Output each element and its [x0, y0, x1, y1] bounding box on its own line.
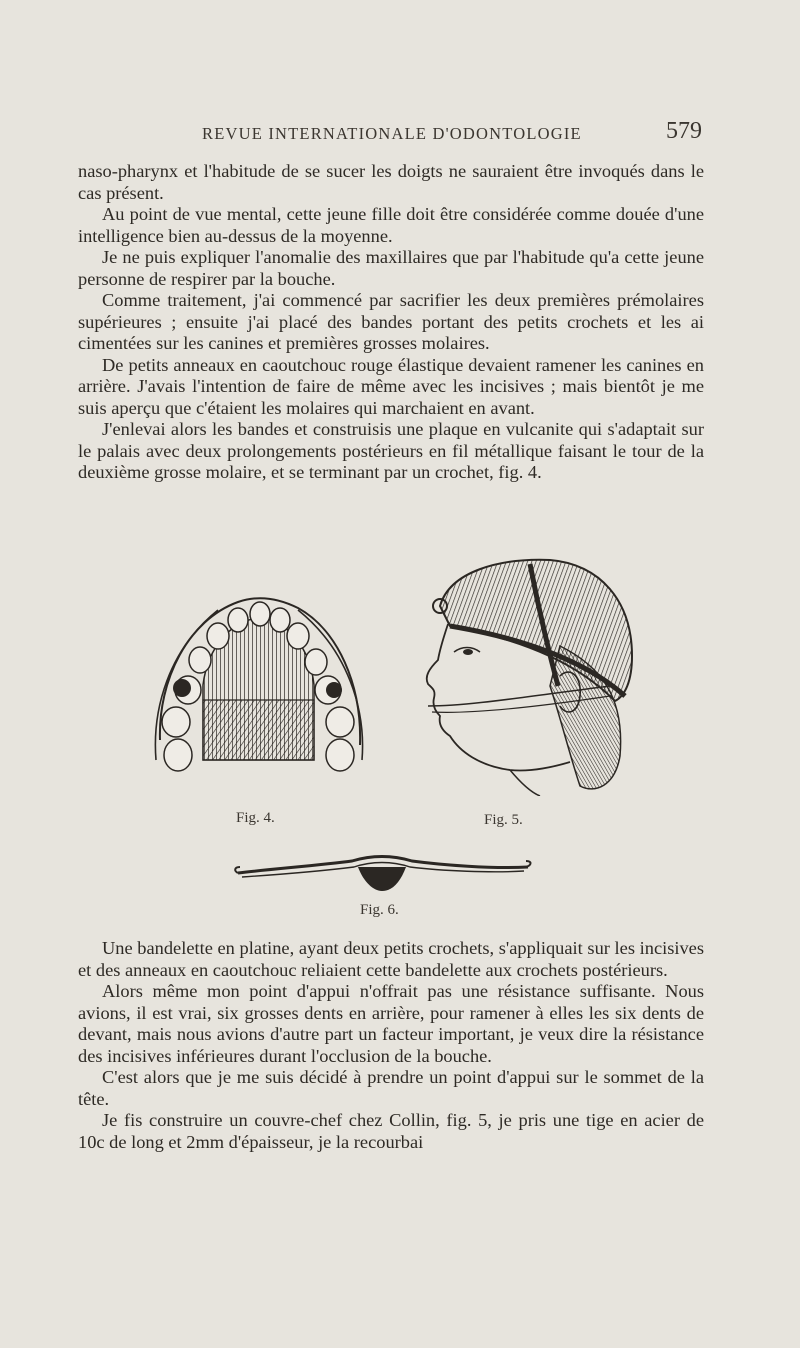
paragraph: Alors même mon point d'appui n'offrait pas une résistance suffisante. Nous avions, il est vrai, six grosses dents en arrière, pour ramener à elles les six dents de devant, mais nous avions d'autre part un facteur important, je veux dire la résistance des incisives inférieures durant l'occlusion de la bouche. — [78, 981, 704, 1066]
paragraph: Une bandelette en platine, ayant deux petits crochets, s'appliquait sur les incisives et des anneaux en caoutchouc reliaient cette bandelette aux crochets postérieurs. — [78, 938, 704, 980]
figure-4-jaw-illustration — [148, 590, 370, 790]
figure-6-caption: Fig. 6. — [360, 902, 399, 918]
band-drawing — [232, 845, 532, 895]
paragraph: J'enlevai alors les bandes et construisis une plaque en vulcanite qui s'adaptait sur le palais avec deux prolongements postérieurs en fil métallique faisant le tour de la deuxième grosse molaire, et se terminant par un crochet, fig. 4. — [78, 419, 704, 482]
jaw-drawing — [148, 590, 370, 790]
paragraph: Je ne puis expliquer l'anomalie des maxillaires que par l'habitude qu'a cette jeune personne de respirer par la bouche. — [78, 247, 704, 289]
figure-5-head-illustration — [410, 556, 640, 796]
paragraph: Au point de vue mental, cette jeune fille doit être considérée comme douée d'une intelligence bien au-dessus de la moyenne. — [78, 204, 704, 246]
paragraph: C'est alors que je me suis décidé à prendre un point d'appui sur le sommet de la tête. — [78, 1067, 704, 1109]
page-header — [78, 118, 704, 152]
paragraph: naso-pharynx et l'habitude de se sucer les doigts ne sauraient être invoqués dans le cas présent. — [78, 161, 704, 203]
page-number: 579 — [666, 118, 702, 144]
head-with-cap-drawing — [410, 556, 640, 796]
figure-4-caption: Fig. 4. — [236, 810, 275, 826]
figure-6-band-illustration — [232, 845, 532, 895]
paragraph: Je fis construire un couvre-chef chez Collin, fig. 5, je pris une tige en acier de 10c de long et 2mm d'épaisseur, je la recourbai — [78, 1110, 704, 1152]
paragraph: Comme traitement, j'ai commencé par sacrifier les deux premières prémolaires supérieures ; ensuite j'ai placé des bandes portant des petits crochets et les ai cimentées sur les canines et premières grosses molaires. — [78, 290, 704, 353]
figure-5-caption: Fig. 5. — [484, 812, 523, 828]
body-text-top — [78, 161, 704, 484]
body-text-bottom — [78, 938, 704, 1153]
paragraph: De petits anneaux en caoutchouc rouge élastique devaient ramener les canines en arrière. J'avais l'intention de faire de même avec les incisives ; mais bientôt je me suis aperçu que c'étaient les molaires qui marchaient en avant. — [78, 354, 704, 418]
running-title: REVUE INTERNATIONALE D'ODONTOLOGIE — [202, 124, 582, 143]
